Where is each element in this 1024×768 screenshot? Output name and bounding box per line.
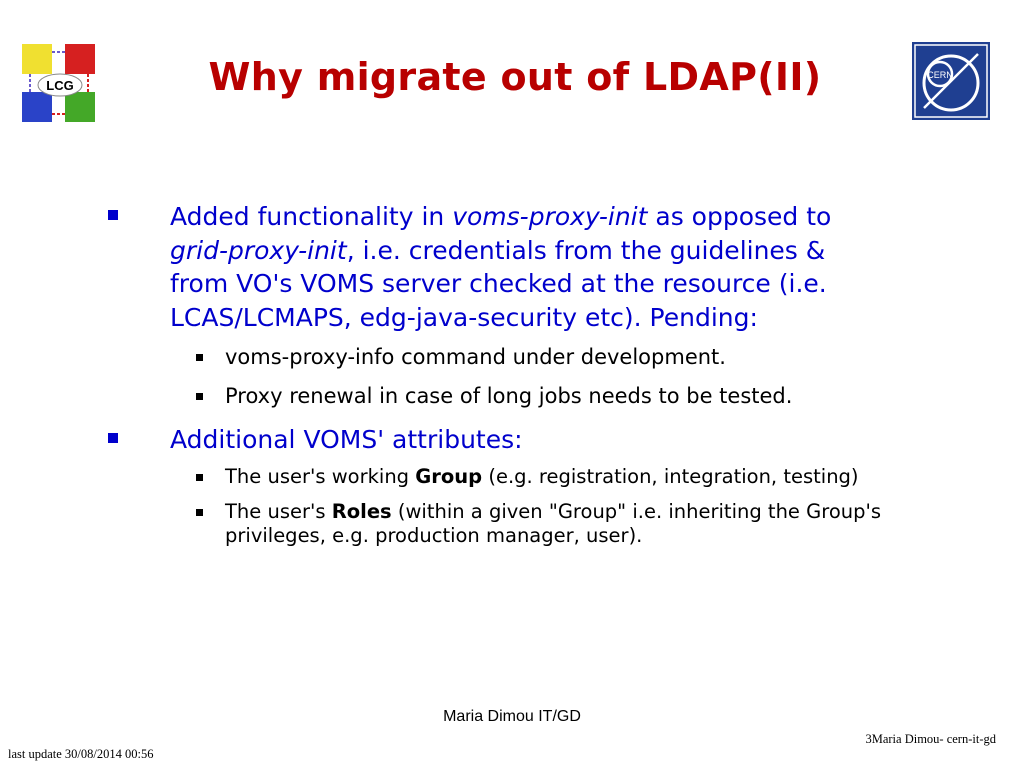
footer-last-update: last update 30/08/2014 00:56 — [8, 747, 154, 761]
bullet-item — [100, 200, 900, 334]
bullet-text: Added functionality in voms-proxy-init as opposed to grid-proxy-init, i.e. credentials from the guidelines & from VO's VOMS server checked at the resource (i.e. LCAS/LCMAPS, edg-java-security etc). Pending: — [170, 202, 832, 332]
lcg-logo-text: LCG — [46, 78, 74, 93]
square-bullet-icon — [196, 509, 203, 516]
cern-logo — [912, 42, 990, 120]
sub-bullet-item — [100, 465, 900, 489]
cern-logo-graphic — [912, 42, 990, 120]
lcg-logo-blue-square — [22, 92, 52, 122]
footer-page-info: 3Maria Dimou- cern-it-gd — [865, 732, 996, 746]
sub-bullet-text: The user's working Group (e.g. registration, integration, testing) — [225, 464, 859, 488]
sub-bullet-text: voms-proxy-info command under development. — [225, 345, 726, 369]
bullet-list — [100, 200, 900, 548]
square-bullet-icon — [196, 393, 203, 400]
slide-title: Why migrate out of LDAP(II) — [208, 55, 822, 99]
lcg-logo-graphic — [20, 40, 100, 128]
square-bullet-icon — [108, 433, 118, 443]
footer-author: Maria Dimou IT/GD — [443, 708, 581, 725]
lcg-logo-red-square — [65, 44, 95, 74]
bullet-text: Additional VOMS' attributes: — [170, 425, 523, 454]
bullet-item — [100, 423, 900, 457]
sub-bullet-item — [100, 383, 900, 409]
sub-bullet-text: The user's Roles (within a given "Group" i.e. inheriting the Group's privileges, e.g. production manager, user). — [225, 499, 882, 547]
sub-bullet-item — [100, 344, 900, 370]
lcg-logo — [20, 40, 100, 128]
square-bullet-icon — [108, 210, 118, 220]
sub-bullet-text: Proxy renewal in case of long jobs needs to be tested. — [225, 384, 793, 408]
cern-logo-text: CERN — [927, 70, 953, 80]
lcg-logo-yellow-square — [22, 44, 52, 74]
lcg-logo-green-square — [65, 92, 95, 122]
square-bullet-icon — [196, 354, 203, 361]
sub-bullet-item — [100, 500, 900, 548]
square-bullet-icon — [196, 474, 203, 481]
